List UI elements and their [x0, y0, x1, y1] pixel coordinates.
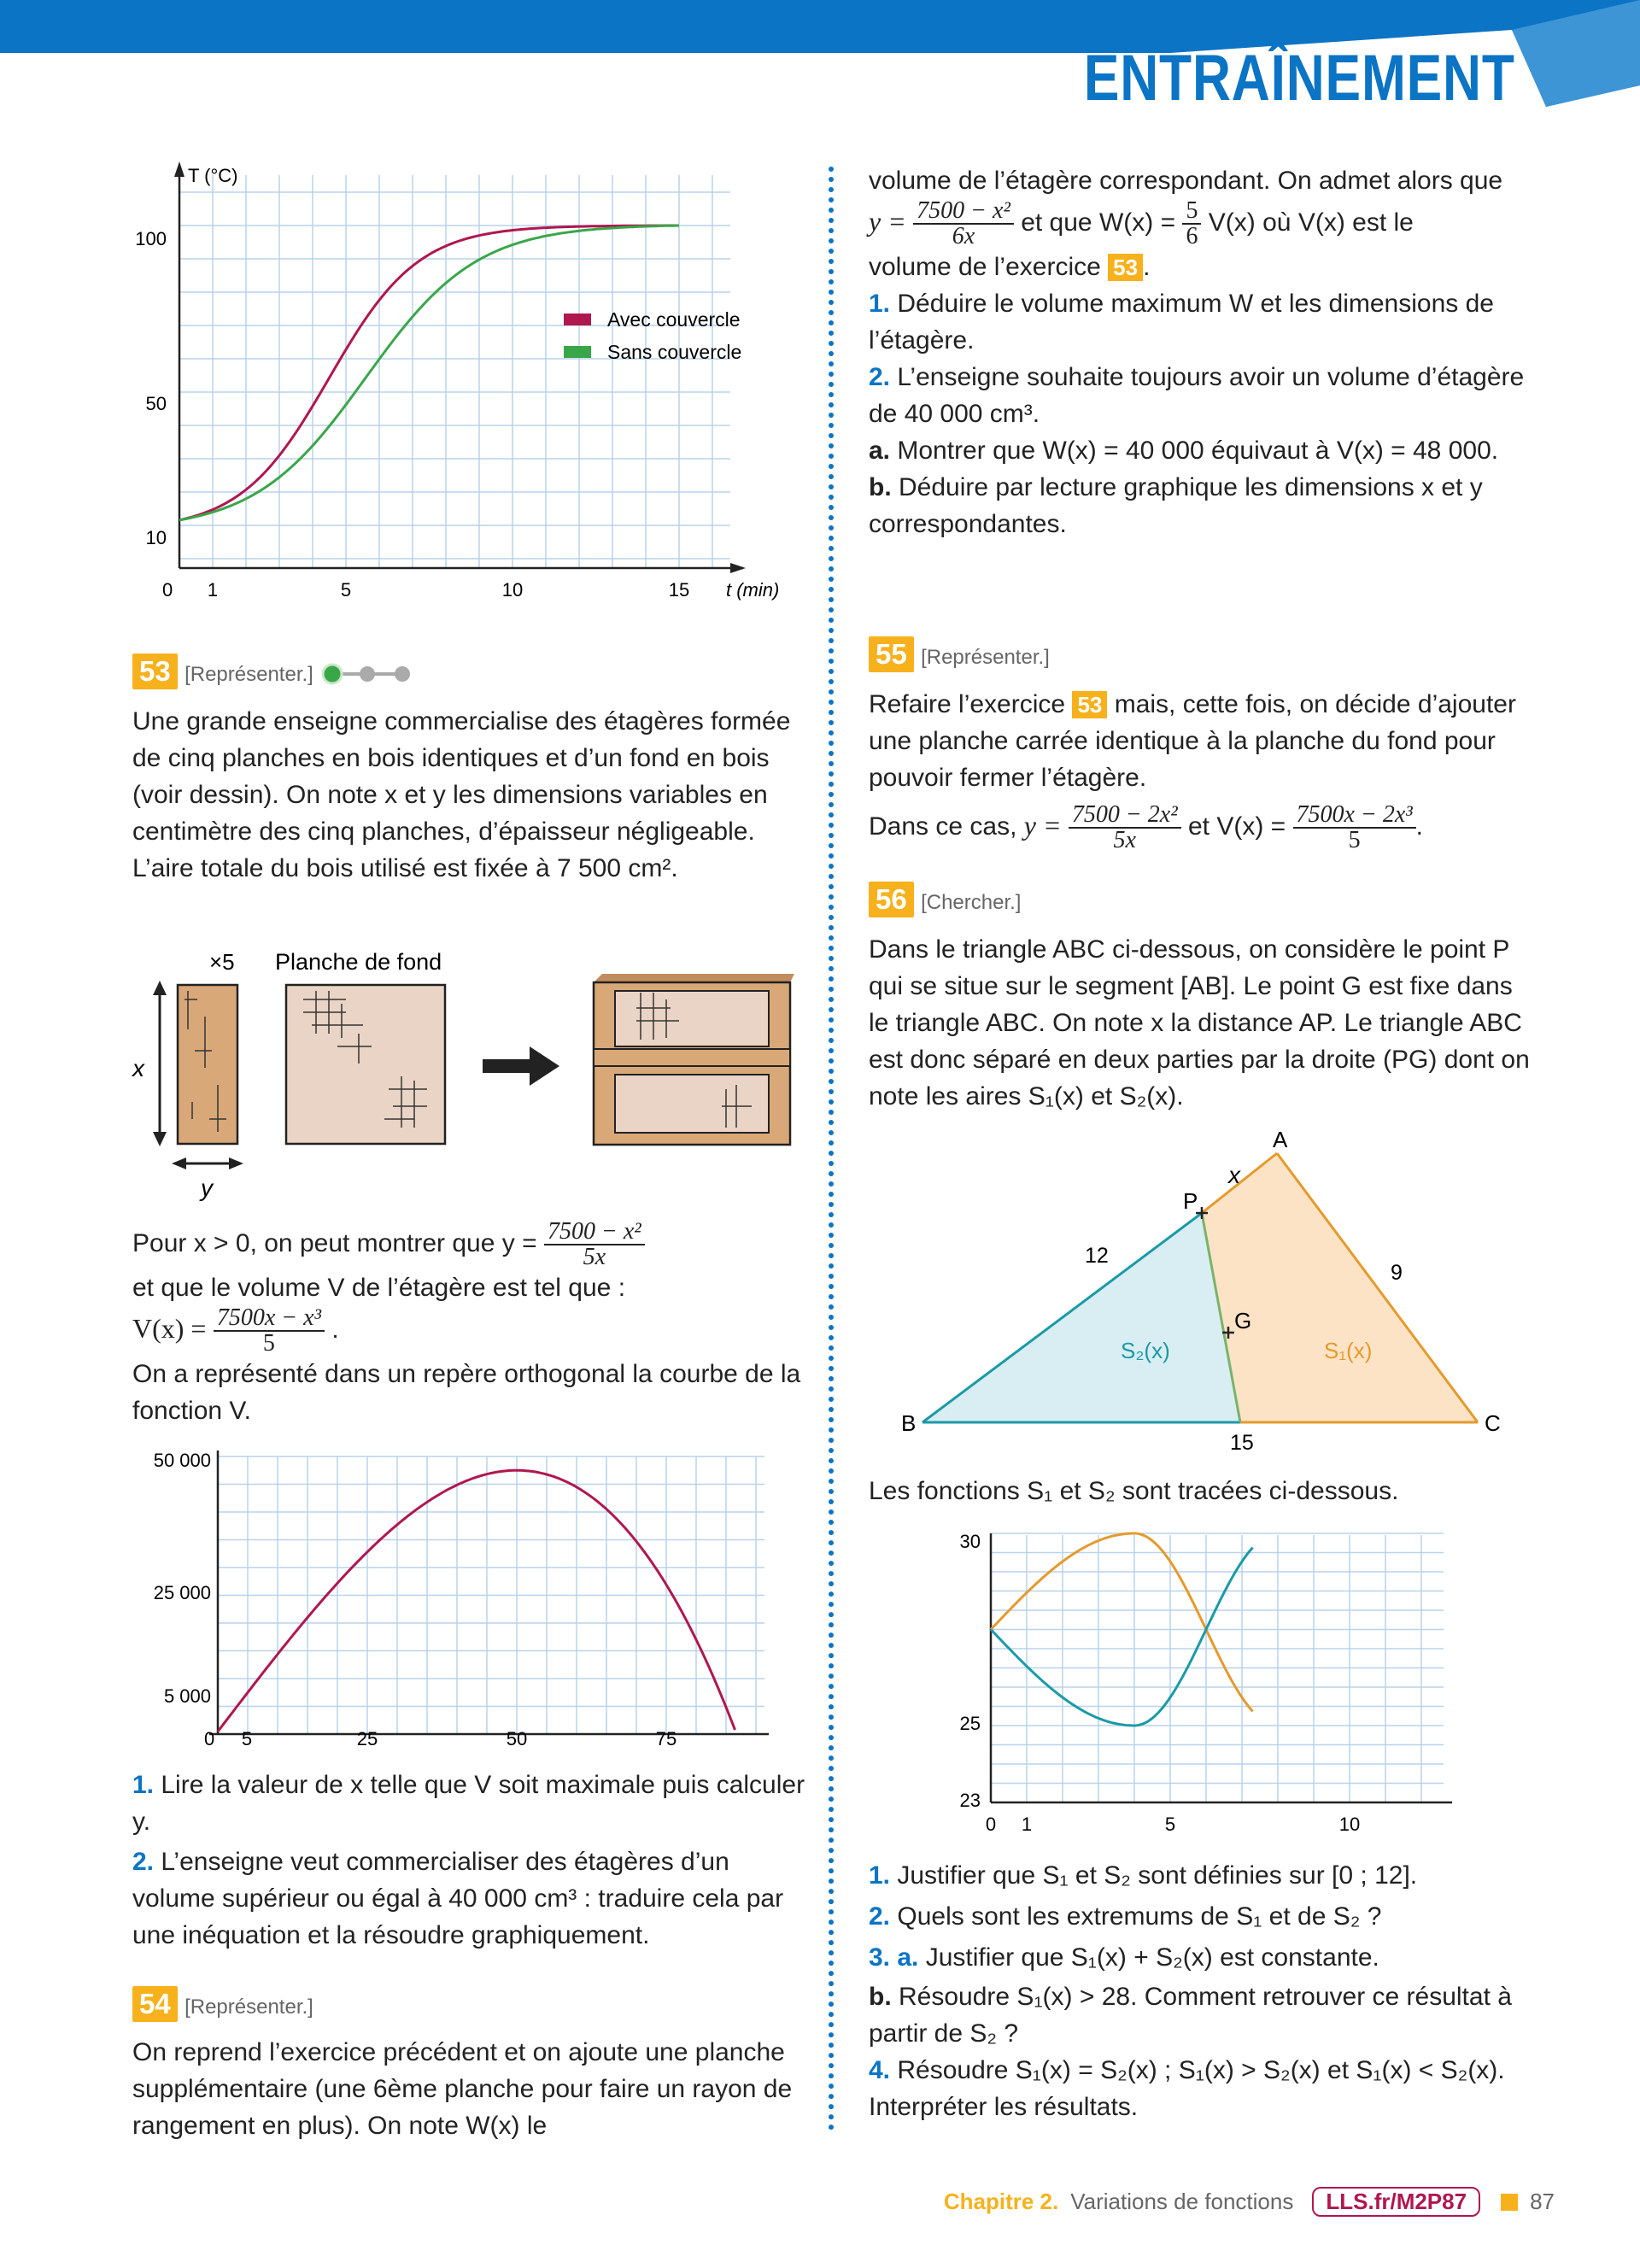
formula-v: $\frac{\text{7500x − x³}}{5}$ [214, 1306, 325, 1356]
question-letter: b. [869, 473, 892, 501]
exercise-55: 55 [Représenter.] Refaire l’exercice 53 mais, cette fois, on décide d’ajouter une planche carrée identique à la planche du fond pour pouvoir fermer l’étagère. Dans ce cas, y = $\frac{\text{7500 − 2x²}}{5x}$ et V(x) = $\frac{\text{7500x − 2x³}}{5}$ . [869, 638, 1516, 853]
question-number: 4. [869, 2056, 891, 2084]
graph-intro: On a représenté dans un repère orthogonal la courbe de la fonction V. [132, 1360, 801, 1425]
difficulty-icon [320, 661, 414, 687]
exercise-text: Dans le triangle ABC ci-dessous, on considère le point P qui se situe sur le segment [AB]. Le point G est fixe dans le triangle ABC. On note x la distance AP. Le triangle ABC est donc séparé en deux parties par la droite (PG) dont on note les aires S₁(x) et S₂(x). [869, 935, 1530, 1111]
exercise-text: Une grande enseigne commercialise des étagères formée de cinq planches en bois identiques et d’un fond en bois (voir dessin). On note x et y les dimensions variables en centimètre des cinq planches, d’épaisseur négligeable. L’aire totale du bois utilisé est fixée à 7 500 cm². [132, 707, 791, 882]
label-P: P [1183, 1188, 1198, 1214]
text-w: et que W(x) = [1021, 208, 1176, 237]
label-ac: 9 [1391, 1261, 1403, 1285]
xtick-5: 5 [1164, 1814, 1176, 1835]
legend-swatch-sans [564, 346, 591, 358]
text-line: volume de l’exercice [869, 253, 1101, 281]
label-s1: S₁(x) [1324, 1338, 1373, 1363]
fig-fond-label: Planche de fond [275, 949, 442, 975]
question-number: 3. a. [869, 1943, 919, 1972]
exercise-number: 56 [869, 882, 914, 917]
text-v: V(x) où V(x) est le [1208, 208, 1414, 237]
question-1: Lire la valeur de x telle que V soit maximale puis calculer y. [132, 1771, 805, 1836]
footer-link[interactable]: LLS.fr/M2P87 [1312, 2187, 1480, 2217]
ytick-10: 10 [145, 527, 167, 548]
xtick-15: 15 [668, 579, 690, 601]
ytick-25: 25 [959, 1713, 981, 1734]
question-letter: b. [869, 1983, 892, 2011]
caption: Les fonctions S₁ et S₂ sont tracées ci-dessous. [869, 1477, 1399, 1505]
exercise-tag: [Représenter.] [184, 1995, 313, 2019]
exercise-ref: 53 [1108, 254, 1143, 281]
question-1: Déduire le volume maximum W et les dimensions de l’étagère. [869, 290, 1494, 355]
fig-x5: ×5 [209, 949, 235, 975]
formula-y: $\frac{\text{7500 − 2x²}}{5x}$ [1069, 803, 1181, 853]
header-bar [0, 0, 1170, 53]
exercise-56 [869, 882, 1539, 1115]
s-functions-caption [869, 1473, 1539, 1509]
question-2a: Montrer que W(x) = 40 000 équivaut à V(x) = 48 000. [897, 437, 1499, 465]
exercise-tag: [Chercher.] [921, 891, 1022, 914]
exercise-54 [132, 1986, 807, 2144]
xtick-5: 5 [340, 579, 352, 601]
text: mais, cette fois, on décide d’ajouter une planche carrée identique à la planche du fond pour pouvoir fermer l’étagère. [869, 690, 1516, 792]
footer [944, 2187, 1555, 2217]
x-axis-label: t (min) [726, 579, 780, 601]
question-number: 1. [132, 1771, 155, 1799]
legend-swatch-avec [564, 314, 591, 325]
question-2: L’enseigne souhaite toujours avoir un volume d’étagère de 40 000 cm³. [869, 363, 1525, 428]
curve-s1 [991, 1533, 1253, 1711]
shelf-drawing [128, 940, 811, 1204]
question-2: Quels sont les extremums de S₁ et de S₂ ? [897, 1902, 1382, 1931]
fig-y: y [201, 1175, 213, 1201]
label-ab: 12 [1085, 1244, 1109, 1268]
question-letter: a. [869, 437, 891, 465]
exercise-53-formulas [132, 1220, 807, 1429]
volume-intro: et que le volume V de l’étagère est tel que : [132, 1274, 626, 1302]
xtick-0: 0 [985, 1814, 997, 1835]
footer-chapter: Chapitre 2. [943, 2189, 1059, 2214]
exercise-54-continued: volume de l’étagère correspondant. On admet alors que y = $\frac{\text{7500 − x²}}{6x}$ et que W(x) = $\frac{5}{6}$ V(x) où V(x) est le volume de l’exercice 53 . 1. Déduire le volume maximum W et les dimensions de l’étagère. 2. L’enseigne souhaite toujours avoir un volume d’étagère de 40 000 cm³. a. Montrer que W(x) = 40 000 équivaut à V(x) = 48 000. b. Déduire par lecture graphique les dimensions x et y correspondantes. [869, 162, 1539, 542]
section-title: ENTRAÎNEMENT [1084, 42, 1515, 114]
xtick-25: 25 [356, 1728, 378, 1749]
exercise-number: 55 [869, 636, 914, 672]
label-x: x [1228, 1162, 1240, 1188]
formula-end: . [331, 1315, 339, 1344]
label-B: B [901, 1410, 917, 1436]
formula-y-intro: Pour x > 0, on peut montrer que y = [132, 1228, 537, 1257]
xtick-10: 10 [501, 579, 524, 601]
question-number: 2. [869, 363, 891, 391]
exercise-text: On reprend l’exercice précédent et on ajoute une planche supplémentaire (une 6ème planche pour faire un rayon de rangement en plus). On note W(x) le [132, 2038, 793, 2140]
curve-sans-couvercle [179, 226, 679, 520]
ytick-5000: 5 000 [163, 1685, 211, 1707]
legend-avec: Avec couvercle [607, 308, 741, 331]
text: Refaire l’exercice [869, 690, 1066, 718]
s-functions-chart [931, 1525, 1461, 1845]
volume-chart [132, 1444, 782, 1751]
curve-volume [218, 1470, 735, 1732]
back-plank [286, 985, 445, 1144]
exercise-53 [132, 653, 807, 887]
column-separator [829, 167, 834, 2131]
fraction-5-6: $\frac{5}{6}$ [1182, 199, 1201, 249]
exercise-tag: [Représenter.] [921, 646, 1050, 669]
plank [178, 985, 237, 1144]
curve-s2 [991, 1548, 1253, 1726]
xtick-1: 1 [207, 579, 219, 601]
assembled-shelf [594, 974, 794, 1145]
exercise-ref: 53 [1072, 691, 1107, 718]
y-axis-label: T (°C) [188, 165, 238, 186]
exercise-56-questions [869, 1855, 1539, 2125]
formula-y-label: y = [869, 205, 906, 237]
ytick-100: 100 [135, 228, 167, 249]
fig-x: x [132, 1055, 144, 1081]
temperature-chart [132, 158, 799, 611]
label-G: G [1234, 1308, 1252, 1333]
text: Dans ce cas, [869, 812, 1017, 841]
formula-v: $\frac{\text{7500x − 2x³}}{5}$ [1293, 803, 1416, 853]
xtick-75: 75 [655, 1728, 677, 1749]
question-2b: Déduire par lecture graphique les dimensions x et y correspondantes. [869, 473, 1483, 538]
question-number: 1. [869, 290, 891, 318]
xtick-1: 1 [1021, 1814, 1033, 1835]
label-s2: S₂(x) [1121, 1338, 1170, 1363]
ytick-25000: 25 000 [153, 1582, 211, 1603]
question-number: 2. [869, 1902, 891, 1931]
triangle-figure [888, 1123, 1520, 1456]
question-4: Résoudre S₁(x) = S₂(x) ; S₁(x) > S₂(x) et S₁(x) < S₂(x). Interpréter les résultats. [869, 2056, 1505, 2121]
question-number: 2. [132, 1848, 155, 1876]
label-bc: 15 [1230, 1431, 1254, 1455]
question-number: 1. [869, 1861, 891, 1890]
curve-avec-couvercle [179, 226, 679, 520]
label-C: C [1485, 1410, 1501, 1436]
text: et V(x) = [1187, 812, 1286, 841]
legend-sans: Sans couvercle [607, 341, 742, 363]
text-line: volume de l’étagère correspondant. On admet alors que [869, 167, 1503, 195]
exercise-53-questions [132, 1767, 807, 1954]
question-2: L’enseigne veut commercialiser des étagères d’un volume supérieur ou égal à 40 000 cm³ : traduire cela par une inéquation et la résoudre graphiquement. [132, 1848, 784, 1949]
xtick-10: 10 [1338, 1814, 1361, 1835]
page-number: 87 [1530, 2189, 1555, 2214]
xtick-0: 0 [162, 579, 173, 601]
xtick-0: 0 [204, 1728, 215, 1749]
exercise-tag: [Représenter.] [184, 663, 313, 686]
label-A: A [1273, 1127, 1288, 1152]
ytick-50000: 50 000 [153, 1450, 211, 1471]
question-3a: Justifier que S₁(x) + S₂(x) est constante. [925, 1943, 1379, 1972]
question-3b: Résoudre S₁(x) > 28. Comment retrouver ce résultat à partir de S₂ ? [869, 1983, 1512, 2048]
formula-y-label: y = [1023, 809, 1062, 841]
ytick-50: 50 [145, 393, 167, 414]
footer-title: Variations de fonctions [1070, 2189, 1294, 2214]
xtick-50: 50 [506, 1728, 528, 1749]
formula-v-label: V(x) = [132, 1312, 207, 1344]
ytick-23: 23 [959, 1790, 981, 1811]
ytick-30: 30 [959, 1531, 981, 1552]
exercise-number: 54 [132, 1986, 178, 2022]
footer-square-icon [1501, 2194, 1518, 2211]
question-1: Justifier que S₁ et S₂ sont définies sur [0 ; 12]. [897, 1861, 1418, 1890]
xtick-5: 5 [241, 1728, 253, 1749]
exercise-number: 53 [132, 653, 178, 689]
formula-y: $\frac{\text{7500 − x²}}{6x}$ [913, 199, 1014, 249]
formula-y: $\frac{\text{7500 − x²}}{5x}$ [544, 1220, 645, 1269]
arrow-icon [483, 1046, 559, 1086]
